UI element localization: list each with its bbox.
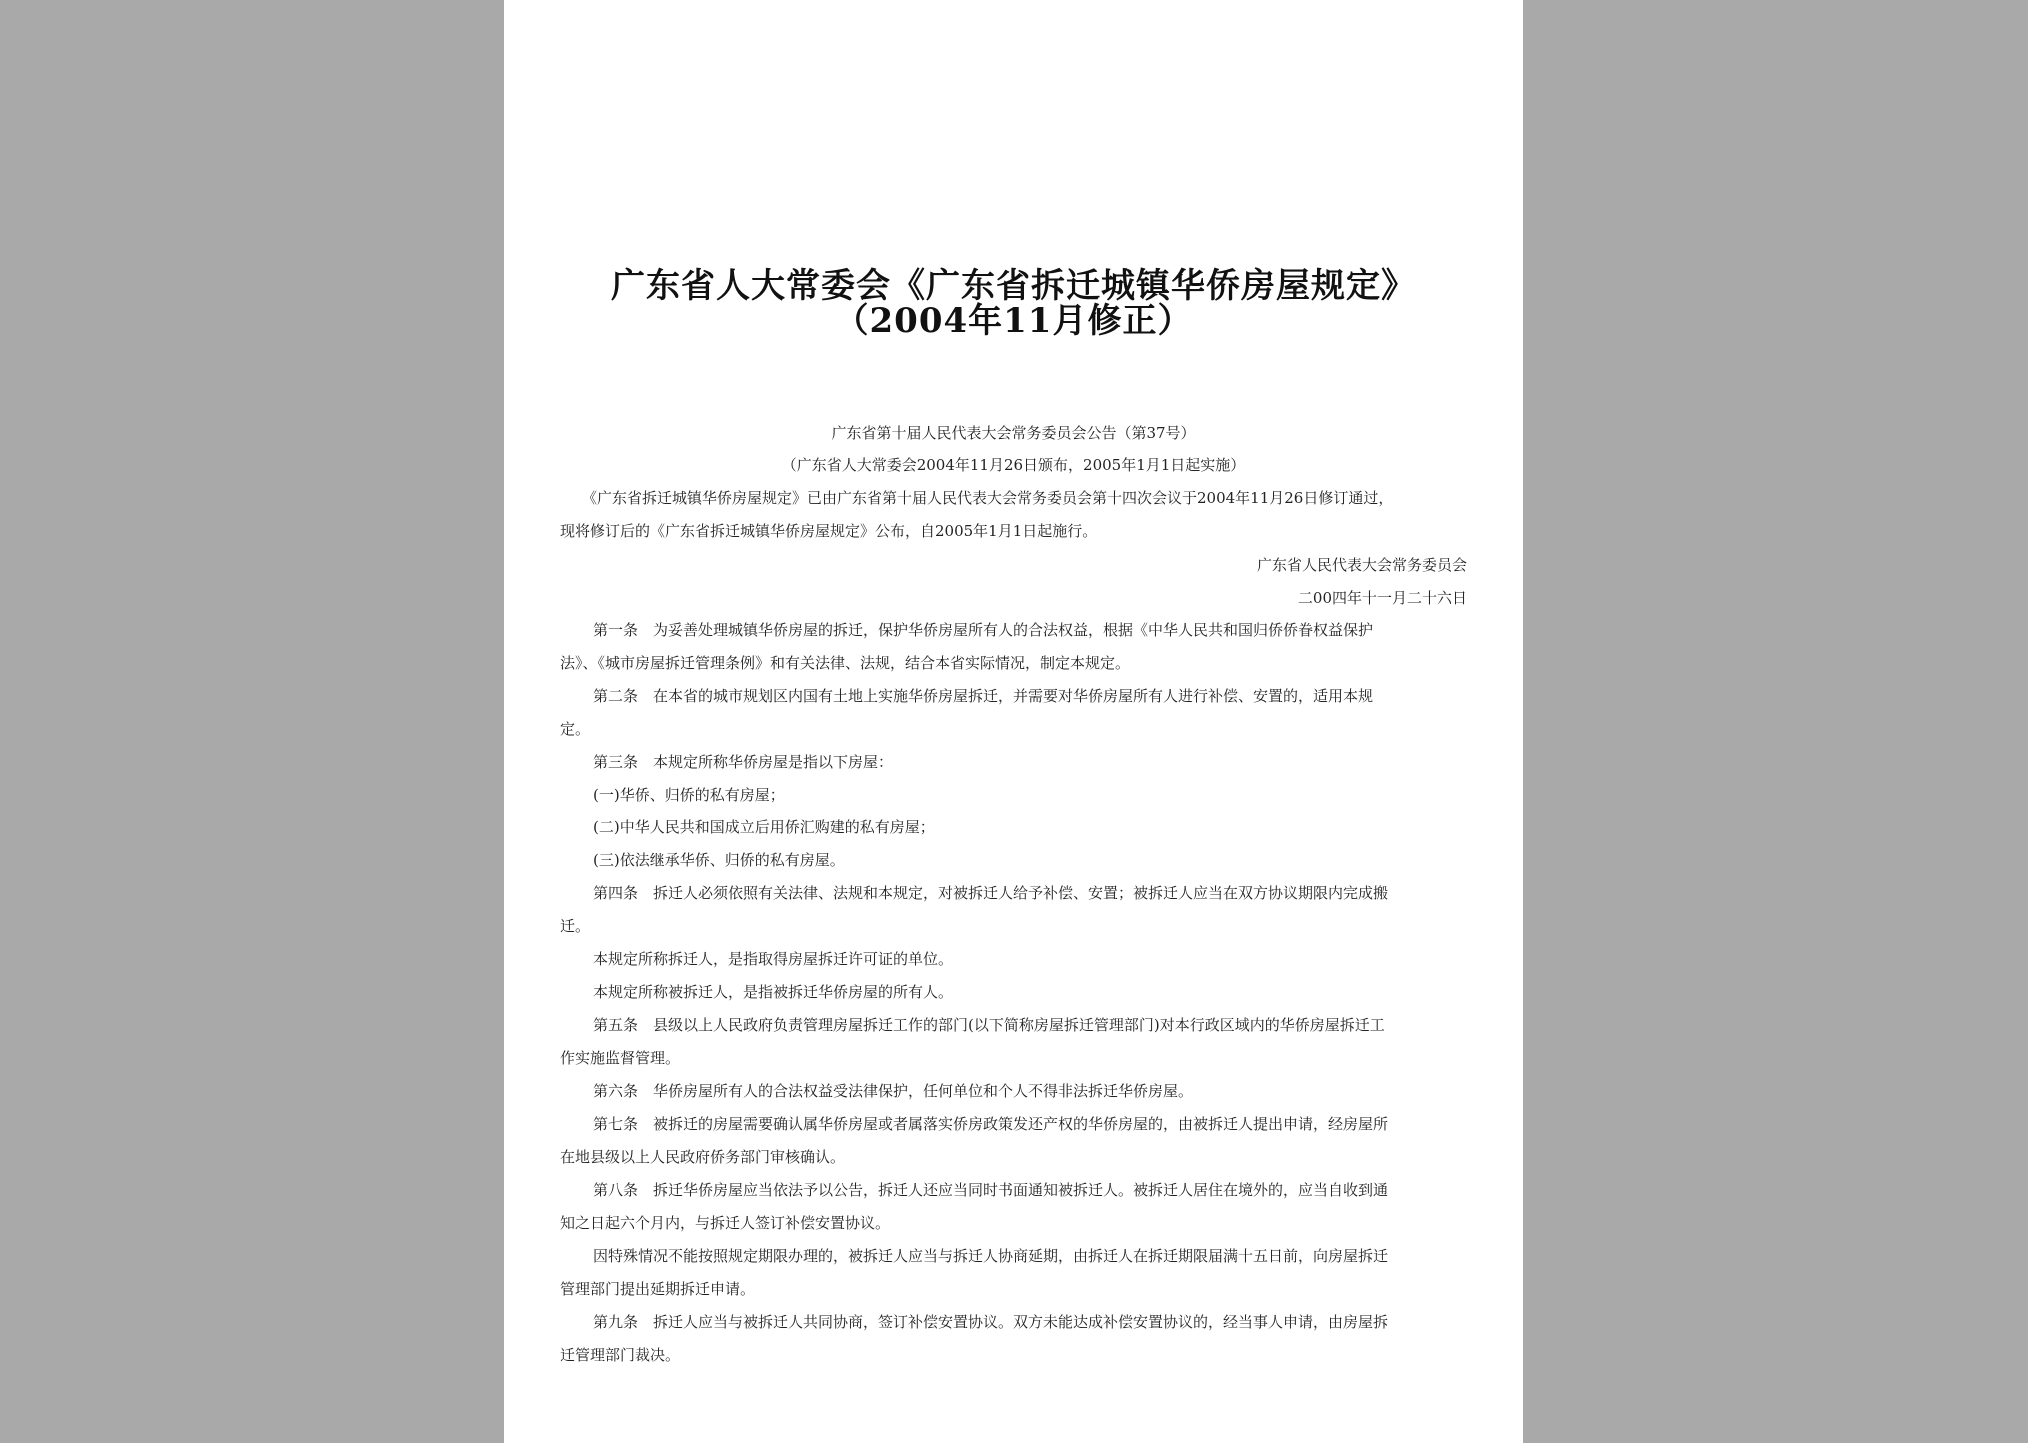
- signature-date: 二00四年十一月二十六日: [1297, 589, 1467, 607]
- article-7-line2: 在地县级以上人民政府侨务部门审核确认。: [560, 1148, 846, 1166]
- article-3-line1: 第三条 本规定所称华侨房屋是指以下房屋：: [593, 753, 894, 771]
- article-8-line1: 第八条 拆迁华侨房屋应当依法予以公告，拆迁人还应当同时书面通知被拆迁人。被拆迁人居住在境外的，应当自收到通: [593, 1181, 1389, 1199]
- article-4-paragraph3: 本规定所称被拆迁人，是指被拆迁华侨房屋的所有人。: [593, 983, 954, 1001]
- article-8-line2: 知之日起六个月内，与拆迁人签订补偿安置协议。: [560, 1214, 891, 1232]
- document-page: [504, 0, 1523, 1443]
- signature-organization: 广东省人民代表大会常务委员会: [1256, 556, 1467, 574]
- article-5-line2: 作实施监督管理。: [560, 1049, 681, 1067]
- article-4-paragraph2: 本规定所称拆迁人，是指取得房屋拆迁许可证的单位。: [593, 950, 954, 968]
- article-6-line1: 第六条 华侨房屋所有人的合法权益受法律保护，任何单位和个人不得非法拆迁华侨房屋。: [593, 1082, 1194, 1100]
- article-3-item2: (二)中华人民共和国成立后用侨汇购建的私有房屋；: [593, 818, 935, 836]
- promulgation-info: （广东省人大常委会2004年11月26日颁布，2005年1月1日起实施）: [781, 456, 1246, 474]
- article-1-line2: 法》、《城市房屋拆迁管理条例》和有关法律、法规，结合本省实际情况，制定本规定。: [560, 654, 1131, 672]
- article-4-line1: 第四条 拆迁人必须依照有关法律、法规和本规定，对被拆迁人给予补偿、安置；被拆迁人应当在双方协议期限内完成搬: [593, 884, 1389, 902]
- article-2-line2: 定。: [560, 720, 591, 738]
- document-title-line1: 广东省人大常委会《广东省拆迁城镇华侨房屋规定》: [611, 266, 1416, 306]
- article-3-item1: (一)华侨、归侨的私有房屋；: [593, 786, 785, 804]
- article-9-line1: 第九条 拆迁人应当与被拆迁人共同协商，签订补偿安置协议。双方未能达成补偿安置协议的，经当事人申请，由房屋拆: [593, 1313, 1389, 1331]
- article-2-line1: 第二条 在本省的城市规划区内国有土地上实施华侨房屋拆迁，并需要对华侨房屋所有人进行补偿、安置的，适用本规: [593, 687, 1374, 705]
- article-8-paragraph2-line2: 管理部门提出延期拆迁申请。: [560, 1280, 756, 1298]
- document-title-line2: （2004年11月修正）: [834, 301, 1193, 341]
- announcement-number: 广东省第十届人民代表大会常务委员会公告（第37号）: [831, 424, 1196, 442]
- article-3-item3: (三)依法继承华侨、归侨的私有房屋。: [593, 851, 845, 869]
- article-7-line1: 第七条 被拆迁的房屋需要确认属华侨房屋或者属落实侨房政策发还产权的华侨房屋的，由被拆迁人提出申请，经房屋所: [593, 1115, 1389, 1133]
- article-1-line1: 第一条 为妥善处理城镇华侨房屋的拆迁，保护华侨房屋所有人的合法权益，根据《中华人民共和国归侨侨眷权益保护: [593, 621, 1374, 639]
- article-4-line2: 迁。: [560, 917, 591, 935]
- article-5-line1: 第五条 县级以上人民政府负责管理房屋拆迁工作的部门(以下简称房屋拆迁管理部门)对本行政区域内的华侨房屋拆迁工: [593, 1016, 1385, 1034]
- intro-paragraph-line1: 《广东省拆迁城镇华侨房屋规定》已由广东省第十届人民代表大会常务委员会第十四次会议于2004年11月26日修订通过，: [582, 489, 1394, 507]
- intro-paragraph-line2: 现将修订后的《广东省拆迁城镇华侨房屋规定》公布，自2005年1月1日起施行。: [560, 522, 1098, 540]
- article-8-paragraph2-line1: 因特殊情况不能按照规定期限办理的，被拆迁人应当与拆迁人协商延期，由拆迁人在拆迁期限届满十五日前，向房屋拆迁: [593, 1247, 1389, 1265]
- article-9-line2: 迁管理部门裁决。: [560, 1346, 681, 1364]
